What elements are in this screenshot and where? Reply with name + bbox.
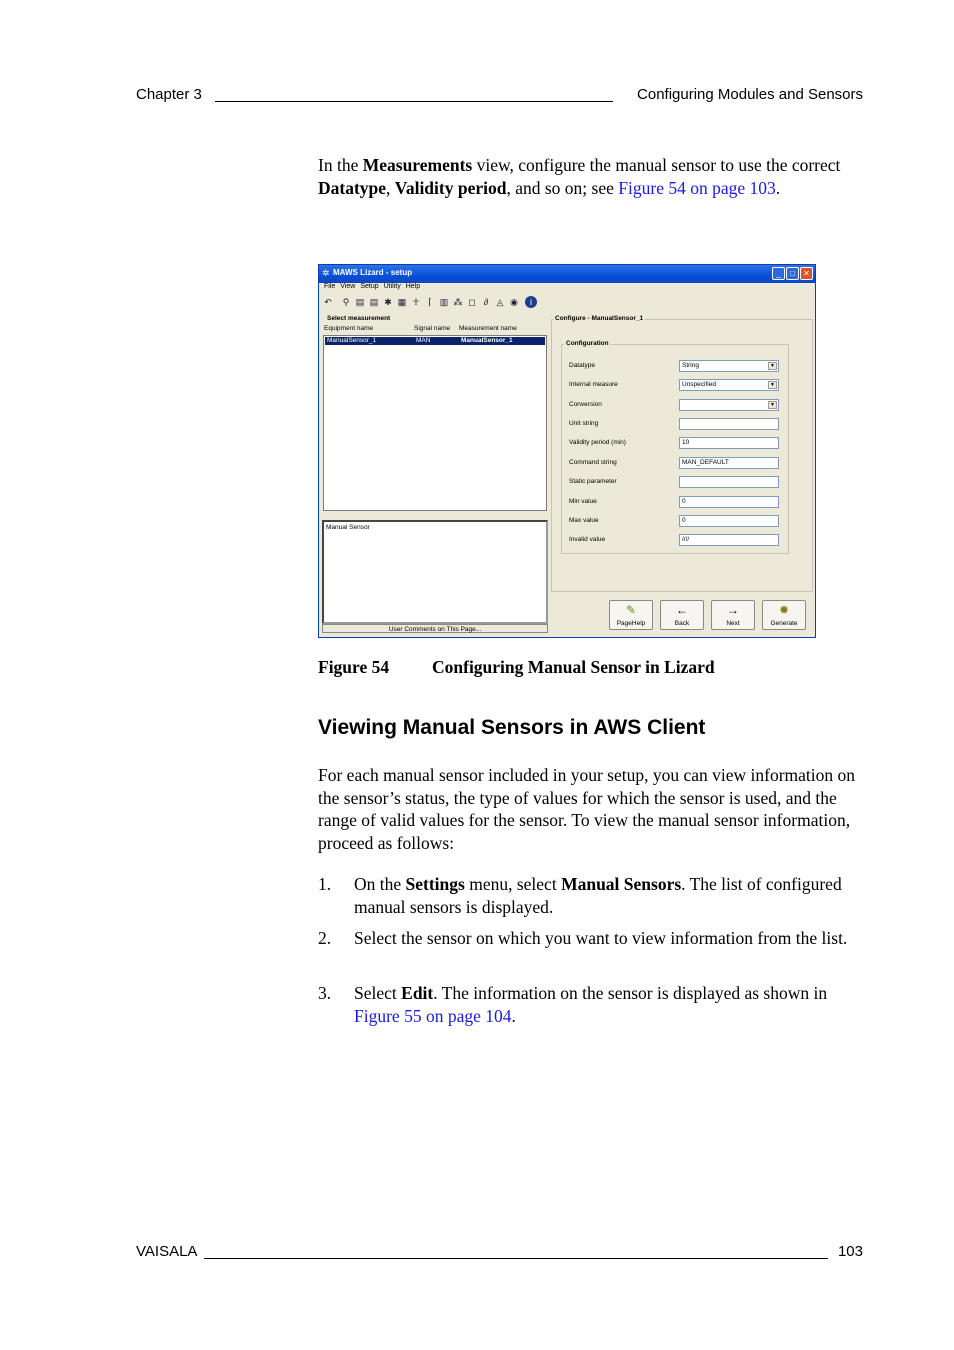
generate-button[interactable] bbox=[762, 600, 806, 630]
internal-measure-select[interactable] bbox=[679, 379, 779, 391]
command-string-label: Command string bbox=[569, 459, 617, 466]
internal-measure-value: Unspecified bbox=[682, 381, 716, 388]
figure-caption: Configuring Manual Sensor in Lizard bbox=[432, 657, 715, 677]
unit-string-input[interactable] bbox=[679, 418, 779, 430]
invalid-value-input[interactable]: //// bbox=[679, 534, 779, 546]
step-bold-settings: Settings bbox=[405, 874, 465, 894]
next-button[interactable] bbox=[711, 600, 755, 630]
section-heading: Viewing Manual Sensors in AWS Client bbox=[318, 716, 706, 739]
menu-setup[interactable]: Setup bbox=[360, 283, 379, 290]
row-signal: MAN bbox=[416, 337, 431, 344]
menu-view[interactable]: View bbox=[340, 283, 356, 290]
step-text: On the bbox=[354, 874, 406, 894]
min-value-label: Min value bbox=[569, 498, 597, 505]
back-label: Back bbox=[674, 620, 690, 627]
intro-text: , and so on; see bbox=[506, 177, 619, 198]
figure-54-link[interactable]: Figure 54 on page 103 bbox=[618, 177, 776, 198]
col-measurement-name: Measurement name bbox=[459, 325, 517, 332]
arrow-right-icon: → bbox=[727, 603, 739, 617]
static-parameter-label: Static parameter bbox=[569, 478, 617, 485]
intro-paragraph bbox=[318, 154, 863, 199]
intro-bold-validity: Validity period bbox=[394, 177, 507, 198]
configuration-title: Configuration bbox=[566, 340, 609, 347]
footer-brand: VAISALA bbox=[136, 1243, 198, 1260]
step-text: . The information on the sensor is displayed as shown in bbox=[433, 983, 828, 1003]
figure-number: Figure 54 bbox=[318, 657, 390, 677]
row-measurement: ManualSensor_1 bbox=[461, 337, 513, 344]
figure-55-link[interactable]: Figure 55 on page 104 bbox=[354, 1005, 512, 1026]
close-icon[interactable]: ✕ bbox=[800, 267, 813, 280]
step-2-text: Select the sensor on which you want to view information from the list. bbox=[354, 928, 848, 948]
menu-utility[interactable]: Utility bbox=[383, 283, 401, 290]
window-titlebar bbox=[319, 265, 815, 283]
minimize-icon[interactable]: _ bbox=[772, 267, 785, 280]
intro-bold-datatype: Datatype bbox=[318, 177, 387, 198]
static-parameter-input[interactable] bbox=[679, 476, 779, 488]
intro-bold-measurements: Measurements bbox=[362, 155, 473, 175]
sensor-icon[interactable]: ✱ bbox=[384, 297, 392, 307]
step-1-text bbox=[354, 873, 864, 918]
max-value-label: Max value bbox=[569, 517, 599, 524]
info-icon[interactable]: i bbox=[525, 296, 537, 308]
conversion-label: Conversion bbox=[569, 401, 602, 408]
menu-file[interactable]: File bbox=[324, 283, 336, 290]
header-rule bbox=[215, 101, 613, 102]
log-icon[interactable]: ▥ bbox=[439, 297, 449, 307]
command-string-input[interactable]: MAN_DEFAULT bbox=[679, 457, 779, 469]
undo-icon[interactable]: ↶ bbox=[324, 297, 332, 307]
process-icon[interactable]: ⁂ bbox=[453, 297, 463, 307]
validity-period-label: Validity period (min) bbox=[569, 439, 626, 446]
pagehelp-button[interactable] bbox=[609, 600, 653, 630]
chevron-down-icon[interactable]: ▼ bbox=[768, 401, 777, 409]
user-comments-box[interactable] bbox=[322, 520, 548, 624]
pagehelp-label: PageHelp bbox=[616, 620, 646, 627]
toolbar bbox=[319, 295, 815, 311]
alarm-icon[interactable]: ◬ bbox=[496, 297, 504, 307]
datatype-value: String bbox=[682, 362, 699, 369]
invalid-value-label: Invalid value bbox=[569, 536, 606, 543]
datatype-select[interactable] bbox=[679, 360, 779, 372]
module-icon[interactable]: ▦ bbox=[397, 297, 407, 307]
step-bold-edit: Edit bbox=[401, 983, 434, 1003]
dev2-icon[interactable]: ▤ bbox=[369, 297, 379, 307]
max-value-input[interactable]: 0 bbox=[679, 515, 779, 527]
report-icon[interactable]: ◻ bbox=[468, 297, 476, 307]
min-value-input[interactable]: 0 bbox=[679, 496, 779, 508]
menubar bbox=[319, 283, 815, 294]
step-bold-manual-sensors: Manual Sensors bbox=[561, 874, 682, 894]
col-equipment-name: Equipment name bbox=[324, 325, 374, 332]
person-icon[interactable]: ☥ bbox=[412, 297, 420, 307]
chevron-down-icon[interactable]: ▼ bbox=[768, 381, 777, 389]
datatype-label: Datatype bbox=[569, 362, 596, 369]
step-text: . The list of configured manual sensors is displayed. bbox=[354, 874, 842, 917]
header-title: Configuring Modules and Sensors bbox=[637, 86, 863, 103]
step-text: . bbox=[511, 1005, 516, 1026]
intro-text: , bbox=[386, 177, 395, 198]
page-number: 103 bbox=[837, 1243, 863, 1260]
next-label: Next bbox=[726, 620, 740, 627]
header-chapter: Chapter 3 bbox=[136, 86, 202, 103]
step-1-number: 1. bbox=[318, 874, 332, 894]
maximize-icon[interactable]: □ bbox=[786, 267, 799, 280]
menu-help[interactable]: Help bbox=[405, 283, 421, 290]
back-button[interactable] bbox=[660, 600, 704, 630]
configure-title: Configure - ManualSensor_1 bbox=[555, 315, 644, 322]
gears-icon: ✹ bbox=[778, 603, 790, 617]
intro-text: In the bbox=[318, 155, 363, 175]
window-title: MAWS Lizard - setup bbox=[333, 268, 413, 277]
intro-text: view, configure the manual sensor to use the correct bbox=[472, 155, 841, 175]
intro-text: . bbox=[775, 177, 781, 198]
chevron-down-icon[interactable]: ▼ bbox=[768, 362, 777, 370]
arrow-left-icon: ← bbox=[676, 603, 688, 617]
unit-string-label: Unit string bbox=[569, 420, 599, 427]
comment-text: Manual Sensor bbox=[326, 524, 370, 531]
select-measurement-label: Select measurement bbox=[327, 315, 391, 322]
user-comments-button[interactable]: User Comments on This Page... bbox=[322, 624, 548, 633]
validity-period-input[interactable]: 10 bbox=[679, 437, 779, 449]
step-3-text bbox=[354, 982, 864, 1027]
measurement-icon[interactable]: ⌈ bbox=[428, 297, 432, 307]
row-equipment: ManualSensor_1 bbox=[327, 337, 377, 344]
link-icon[interactable]: ∂ bbox=[483, 297, 489, 307]
generate-label: Generate bbox=[770, 620, 798, 627]
step-text: Select bbox=[354, 983, 402, 1003]
col-signal-name: Signal name bbox=[414, 325, 451, 332]
help-icon: ✎ bbox=[625, 603, 637, 617]
lizard-window-screenshot bbox=[318, 264, 816, 638]
manual-sensor-paragraph: For each manual sensor included in your setup, you can view information on the sensor’s status, the type of values for which the sensor is used, and the range of valid values for the sensor. To view the manual sensor information, proceed as follows: bbox=[318, 765, 856, 853]
conversion-select[interactable] bbox=[679, 399, 779, 411]
tree-icon[interactable]: ⚲ bbox=[342, 297, 350, 307]
step-text: menu, select bbox=[464, 874, 562, 894]
internal-measure-label: Internal measure bbox=[569, 381, 618, 388]
measurement-row-selected[interactable] bbox=[325, 337, 545, 345]
dev-icon[interactable]: ▤ bbox=[355, 297, 365, 307]
footer-rule bbox=[204, 1258, 828, 1259]
app-icon: ✲ bbox=[322, 268, 330, 278]
measurement-list[interactable] bbox=[323, 335, 547, 511]
network-icon[interactable]: ◉ bbox=[510, 297, 518, 307]
step-2-number: 2. bbox=[318, 928, 332, 948]
step-3-number: 3. bbox=[318, 983, 332, 1003]
